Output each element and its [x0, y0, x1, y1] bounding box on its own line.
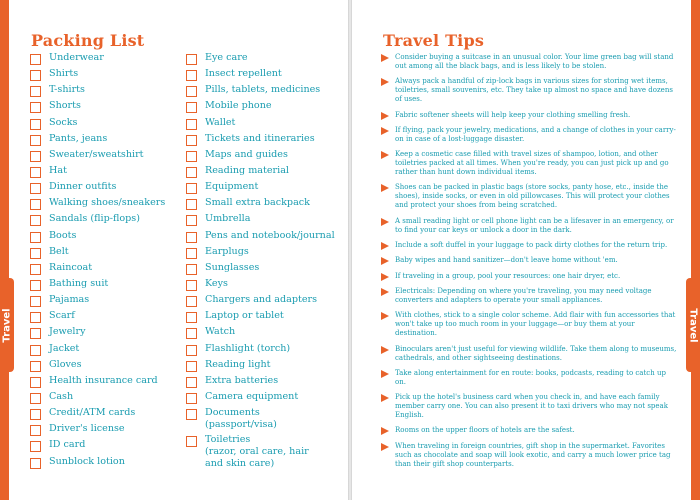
left-edge-tab [0, 278, 14, 372]
tip-item [381, 126, 677, 144]
arrow-bullet-icon [381, 151, 389, 159]
arrow-bullet-icon [381, 242, 389, 250]
checklist-item-label: Documents (passport/visa) [205, 407, 277, 431]
checkbox-icon[interactable] [186, 167, 197, 178]
checkbox-icon[interactable] [186, 345, 197, 356]
checklist-item-label: Eye care [205, 52, 248, 63]
packing-list-heading: Packing List [31, 31, 145, 50]
travel-tips-heading: Travel Tips [383, 31, 485, 50]
checklist-item[interactable] [186, 84, 336, 100]
checklist-item[interactable] [186, 375, 336, 391]
checklist-item-label: Cash [49, 390, 74, 402]
checklist-item-label: Extra batteries [205, 374, 279, 386]
checklist-item-label: Jewelry [49, 326, 86, 338]
checkbox-icon[interactable] [30, 361, 41, 372]
checklist-item[interactable] [30, 391, 180, 407]
checkbox-icon[interactable] [30, 296, 41, 307]
checklist-item-label: Jacket [49, 342, 80, 354]
checklist-item-label: Pens and notebook/journal [205, 229, 335, 241]
arrow-bullet-icon [381, 184, 389, 192]
arrow-bullet-icon [381, 312, 389, 320]
checklist-item-label: Belt [49, 245, 69, 257]
checklist-item[interactable] [186, 310, 336, 326]
checklist-item[interactable] [186, 165, 336, 181]
checklist-item-label: Hat [49, 164, 67, 176]
tip-item [381, 426, 677, 435]
checkbox-icon[interactable] [186, 409, 197, 420]
tip-text: Binoculars aren't just useful for viewing wildlife. Take them along to museums, cathedrals, and other sightseeing destinations. [395, 344, 677, 362]
checklist-item[interactable] [186, 391, 336, 407]
checklist-item[interactable] [186, 246, 336, 262]
checklist-item-label: ID card [49, 439, 86, 451]
checklist-item-label: Bathing suit [49, 277, 109, 289]
checklist-item[interactable] [30, 262, 180, 278]
right-edge-tab [686, 278, 700, 372]
checklist-item-label: Credit/ATM cards [49, 407, 136, 419]
checkbox-icon[interactable] [186, 86, 197, 97]
tip-item [381, 111, 677, 120]
checklist-item[interactable] [30, 343, 180, 359]
checklist-item[interactable] [30, 100, 180, 116]
checklist-item[interactable] [186, 213, 336, 229]
checklist-item[interactable] [30, 117, 180, 133]
checklist-item-label: Gloves [49, 358, 82, 370]
checkbox-icon[interactable] [30, 377, 41, 388]
tip-text: Electricals: Depending on where you're traveling, you may need voltage converters and adapters to operate your small appliances. [395, 286, 652, 304]
checklist-item-label: Maps and guides [205, 148, 288, 160]
checklist-item[interactable] [186, 326, 336, 342]
checklist-item-label: Insect repellent [205, 68, 282, 80]
arrow-bullet-icon [381, 394, 389, 402]
tip-item [381, 287, 677, 305]
book-gutter [348, 0, 352, 500]
checklist-item[interactable] [30, 149, 180, 165]
tip-text: With clothes, stick to a single color scheme. Add flair with fun accessories that won't take up too much room in your luggage—or buy them at your destination. [395, 311, 676, 338]
checklist-item-label: Tickets and itineraries [205, 132, 315, 144]
checkbox-icon[interactable] [30, 425, 41, 436]
checkbox-icon[interactable] [30, 441, 41, 452]
tip-item [381, 272, 677, 281]
checkbox-icon[interactable] [186, 151, 197, 162]
checklist-item-label: Earplugs [205, 245, 249, 257]
checklist-item[interactable] [30, 165, 180, 181]
checkbox-icon[interactable] [30, 393, 41, 404]
checklist-item-label: Boots [49, 229, 77, 241]
checklist-item[interactable] [186, 133, 336, 149]
checklist-item[interactable] [186, 359, 336, 375]
checklist-item-label: Health insurance card [49, 374, 158, 386]
checklist-item[interactable] [30, 52, 180, 68]
checklist-item-label: T-shirts [49, 84, 85, 96]
checkbox-icon[interactable] [186, 296, 197, 307]
checklist-item-label: Umbrella [205, 213, 251, 225]
checklist-item-label: Sunblock lotion [49, 455, 125, 467]
checkbox-icon[interactable] [186, 215, 197, 226]
checkbox-icon[interactable] [186, 280, 197, 291]
checkbox-icon[interactable] [30, 232, 41, 243]
tip-text: If traveling in a group, pool your resources: one hair dryer, etc. [395, 271, 621, 280]
arrow-bullet-icon [381, 443, 389, 451]
checklist-item[interactable] [186, 52, 336, 68]
checklist-item[interactable] [30, 423, 180, 439]
checkbox-icon[interactable] [186, 183, 197, 194]
arrow-bullet-icon [381, 370, 389, 378]
tip-item [381, 53, 677, 71]
checklist-item-label: Reading material [205, 164, 289, 176]
arrow-bullet-icon [381, 273, 389, 281]
checkbox-icon[interactable] [30, 280, 41, 291]
arrow-bullet-icon [381, 112, 389, 120]
checkbox-icon[interactable] [186, 248, 197, 259]
checklist-item-label: Shirts [49, 68, 79, 80]
tip-item [381, 393, 677, 420]
checklist-item-label: Shorts [49, 100, 81, 112]
checklist-item-label: Watch [205, 326, 236, 338]
arrow-bullet-icon [381, 218, 389, 226]
tip-item [381, 256, 677, 265]
tip-text: Rooms on the upper floors of hotels are the safest. [395, 426, 575, 435]
checklist-item-label: Chargers and adapters [205, 294, 318, 306]
checkbox-icon[interactable] [30, 345, 41, 356]
tip-text: Baby wipes and hand sanitizer—don't leave home without 'em. [395, 256, 618, 265]
tip-item [381, 442, 677, 469]
tip-item [381, 311, 677, 338]
checkbox-icon[interactable] [186, 199, 197, 210]
checklist-item-label: Sweater/sweatshirt [49, 148, 144, 160]
checkbox-icon[interactable] [186, 436, 197, 447]
checkbox-icon[interactable] [30, 183, 41, 194]
checklist-item[interactable] [30, 359, 180, 375]
left-edge-strip [0, 0, 9, 500]
checkbox-icon[interactable] [30, 328, 41, 339]
checklist-item[interactable] [30, 213, 180, 229]
checkbox-icon[interactable] [30, 102, 41, 113]
checkbox-icon[interactable] [186, 70, 197, 81]
checkbox-icon[interactable] [30, 458, 41, 469]
tip-item [381, 241, 677, 250]
checklist-item-label: Mobile phone [205, 100, 272, 112]
checklist-item[interactable] [30, 84, 180, 100]
checkbox-icon[interactable] [186, 119, 197, 130]
checkbox-icon[interactable] [30, 119, 41, 130]
checklist-item-label: Toiletries (razor, oral care, hair and skin care) [205, 434, 309, 470]
checklist-item-label: Wallet [205, 116, 236, 128]
packing-list-column-1 [30, 52, 180, 472]
checklist-item-label: Driver's license [49, 423, 125, 435]
checklist-item[interactable] [30, 407, 180, 423]
checkbox-icon[interactable] [186, 328, 197, 339]
tip-text: A small reading light or cell phone light can be a lifesaver in an emergency, or to find your car keys or unlock a door in the dark. [395, 216, 674, 234]
checkbox-icon[interactable] [30, 409, 41, 420]
checklist-item[interactable] [30, 181, 180, 197]
checklist-item[interactable] [186, 100, 336, 116]
checkbox-icon[interactable] [30, 312, 41, 323]
checklist-item-label: Keys [205, 277, 228, 289]
checklist-item-label: Pants, jeans [49, 132, 108, 144]
checklist-item[interactable] [186, 434, 336, 472]
checklist-item-label: Dinner outfits [49, 181, 117, 193]
tip-text: If flying, pack your jewelry, medications, and a change of clothes in your carry-on in case of a lost-luggage disaster. [395, 125, 676, 143]
checklist-item[interactable] [30, 294, 180, 310]
checkbox-icon[interactable] [186, 54, 197, 65]
checklist-item-label: Sunglasses [205, 261, 260, 273]
checklist-item-label: Socks [49, 116, 78, 128]
tip-item [381, 183, 677, 210]
checklist-item-label: Sandals (flip-flops) [49, 213, 140, 225]
checklist-item-label: Flashlight (torch) [205, 342, 291, 354]
checklist-item[interactable] [30, 375, 180, 391]
checkbox-icon[interactable] [186, 102, 197, 113]
checklist-item[interactable] [30, 310, 180, 326]
checklist-item[interactable] [30, 439, 180, 455]
tip-item [381, 217, 677, 235]
tip-text: Shoes can be packed in plastic bags (store socks, panty hose, etc., inside the shoes), inside socks, or even in old pillowcases. This will protect your clothes and protect your shoes from being scratched. [395, 183, 670, 210]
checklist-item[interactable] [186, 230, 336, 246]
checklist-item[interactable] [186, 343, 336, 359]
checklist-item-label: Walking shoes/sneakers [49, 197, 166, 209]
checkbox-icon[interactable] [30, 70, 41, 81]
checklist-item-label: Laptop or tablet [205, 310, 284, 322]
tip-text: Always pack a handful of zip-lock bags in various sizes for storing wet items, toiletries, small souvenirs, etc. They take up almost no space and have dozens of uses. [395, 77, 673, 104]
checklist-item[interactable] [30, 456, 180, 472]
checkbox-icon[interactable] [30, 215, 41, 226]
travel-tips-list [381, 53, 677, 475]
checklist-item[interactable] [30, 68, 180, 84]
checklist-item[interactable] [186, 294, 336, 310]
arrow-bullet-icon [381, 288, 389, 296]
checkbox-icon[interactable] [30, 167, 41, 178]
checklist-item-label: Camera equipment [205, 390, 299, 402]
tip-text: When traveling in foreign countries, gift shop in the supermarket. Favorites such as chocolate and soap will look exotic, and carry a much lower price tag than their gift shop counterparts. [395, 441, 671, 468]
checklist-item[interactable] [186, 278, 336, 294]
checklist-item-label: Pajamas [49, 294, 90, 306]
checkbox-icon[interactable] [30, 151, 41, 162]
arrow-bullet-icon [381, 127, 389, 135]
checklist-item[interactable] [186, 117, 336, 133]
checklist-item[interactable] [186, 68, 336, 84]
left-edge-tab-label: Travel [1, 307, 13, 343]
right-edge-strip [691, 0, 700, 500]
tip-item [381, 345, 677, 363]
checkbox-icon[interactable] [30, 248, 41, 259]
checklist-item[interactable] [30, 326, 180, 342]
checkbox-icon[interactable] [186, 361, 197, 372]
arrow-bullet-icon [381, 78, 389, 86]
tip-item [381, 77, 677, 104]
checklist-item-label: Equipment [205, 181, 259, 193]
checkbox-icon[interactable] [186, 312, 197, 323]
tip-item [381, 369, 677, 387]
checklist-item-label: Scarf [49, 310, 75, 322]
tip-text: Consider buying a suitcase in an unusual color. Your lime green bag will stand out among all the black bags, and is less likely to be stolen. [395, 53, 674, 70]
checklist-item[interactable] [186, 197, 336, 213]
checklist-item-label: Pills, tablets, medicines [205, 84, 321, 96]
arrow-bullet-icon [381, 257, 389, 265]
checkbox-icon[interactable] [30, 264, 41, 275]
arrow-bullet-icon [381, 427, 389, 435]
checklist-item-label: Small extra backpack [205, 197, 310, 209]
checkbox-icon[interactable] [30, 54, 41, 65]
checkbox-icon[interactable] [30, 135, 41, 146]
tip-text: Include a soft duffel in your luggage to pack dirty clothes for the return trip. [395, 241, 668, 250]
checkbox-icon[interactable] [30, 199, 41, 210]
checkbox-icon[interactable] [186, 264, 197, 275]
checkbox-icon[interactable] [186, 393, 197, 404]
tip-item [381, 150, 677, 177]
checklist-item[interactable] [186, 262, 336, 278]
checklist-item[interactable] [30, 278, 180, 294]
right-edge-tab-label: Travel [687, 307, 699, 343]
checklist-item[interactable] [30, 246, 180, 262]
checklist-item-label: Underwear [49, 52, 104, 63]
checkbox-icon[interactable] [30, 86, 41, 97]
checklist-item[interactable] [186, 407, 336, 434]
arrow-bullet-icon [381, 54, 389, 62]
checkbox-icon[interactable] [186, 232, 197, 243]
tip-text: Take along entertainment for en route: books, podcasts, reading to catch up on. [395, 368, 666, 386]
checklist-item[interactable] [30, 230, 180, 246]
checklist-item-label: Reading light [205, 358, 271, 370]
packing-list-column-2 [186, 52, 336, 472]
checkbox-icon[interactable] [186, 377, 197, 388]
tip-text: Keep a cosmetic case filled with travel sizes of shampoo, lotion, and other toiletries packed at all times. When you're ready, you can just pick up and go rather than hunt down individual items. [395, 150, 669, 177]
checklist-item[interactable] [30, 133, 180, 149]
tip-text: Pick up the hotel's business card when you check in, and have each family member carry one. You can also present it to taxi drivers who may not speak English. [395, 393, 668, 420]
checklist-item[interactable] [186, 181, 336, 197]
checklist-item-label: Raincoat [49, 261, 93, 273]
checklist-item[interactable] [30, 197, 180, 213]
tip-text: Fabric softener sheets will help keep your clothing smelling fresh. [395, 110, 631, 119]
checkbox-icon[interactable] [186, 135, 197, 146]
checklist-item[interactable] [186, 149, 336, 165]
arrow-bullet-icon [381, 346, 389, 354]
